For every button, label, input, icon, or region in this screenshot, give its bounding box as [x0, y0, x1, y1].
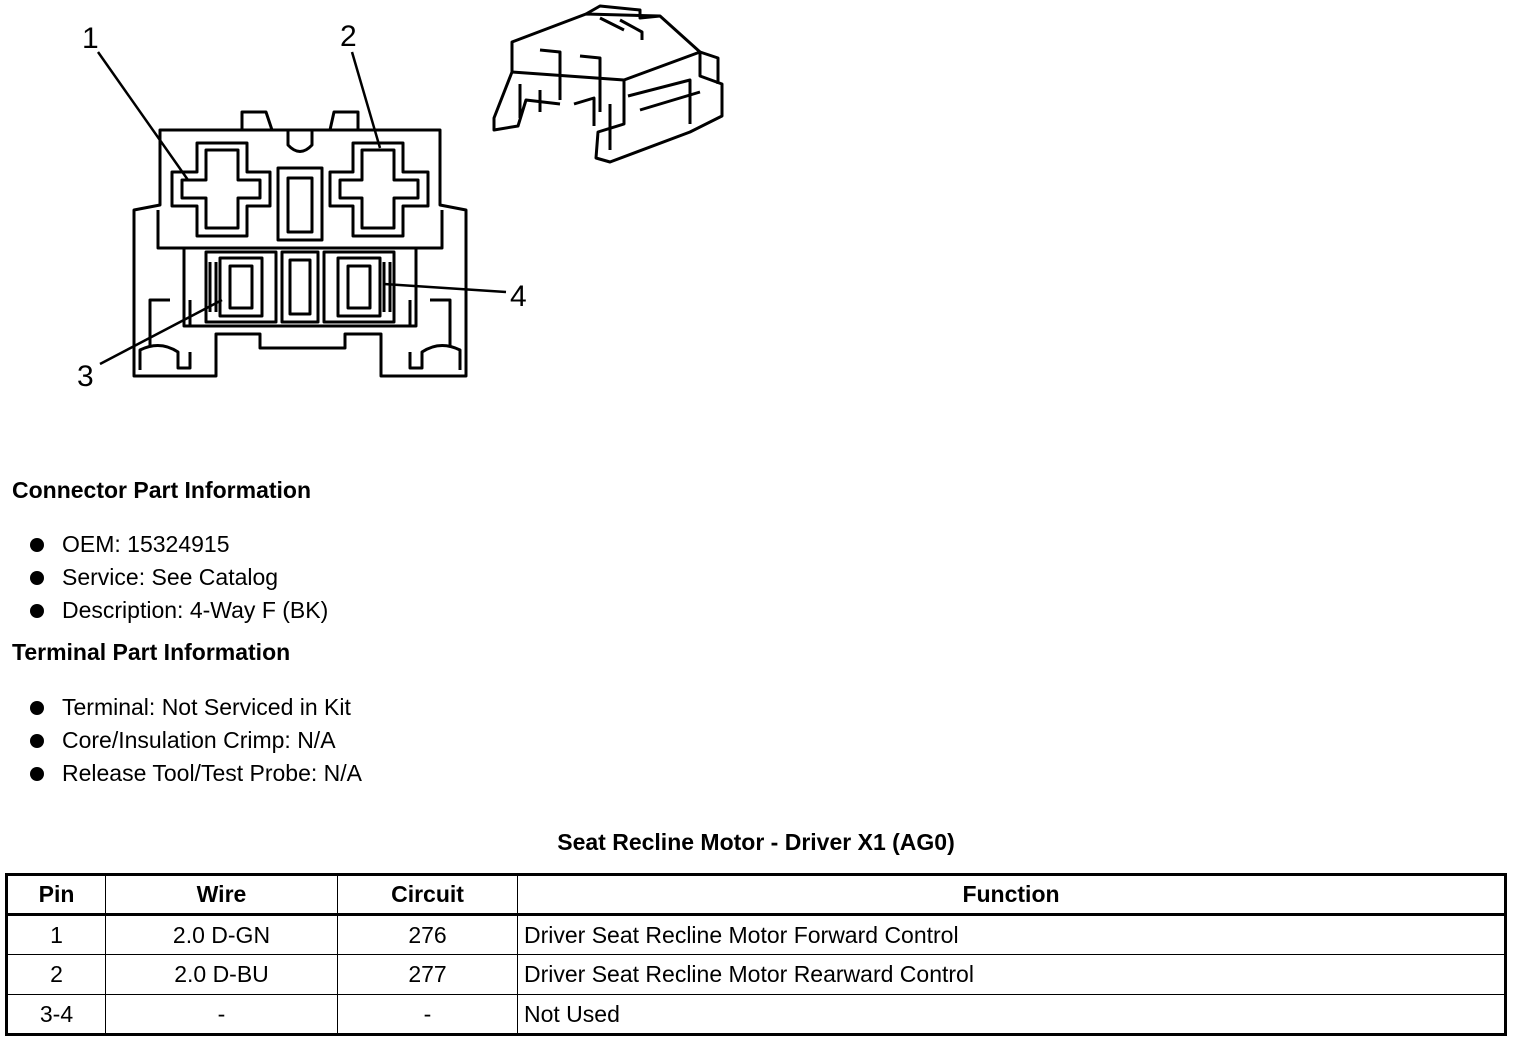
callout-4: 4 [510, 280, 527, 313]
cell-function: Driver Seat Recline Motor Rearward Control [518, 955, 1506, 995]
list-item [28, 757, 362, 790]
list-item [28, 724, 362, 757]
table-header-row [7, 875, 1506, 915]
connector-face-view [134, 112, 466, 376]
bullet-icon [30, 604, 44, 618]
cell-pin: 2 [7, 955, 106, 995]
header-circuit: Circuit [338, 875, 518, 915]
bullet-icon [30, 571, 44, 585]
list-item [28, 691, 362, 724]
cell-circuit: 277 [338, 955, 518, 995]
release-tool-value: Release Tool/Test Probe: N/A [62, 760, 363, 786]
connector-part-info-heading: Connector Part Information [12, 477, 312, 503]
connector-isometric-view [494, 6, 722, 162]
header-wire: Wire [106, 875, 338, 915]
list-item [28, 528, 328, 561]
oem-value: OEM: 15324915 [62, 531, 230, 557]
cell-circuit: - [338, 995, 518, 1035]
cell-wire: 2.0 D-BU [106, 955, 338, 995]
table-title: Seat Recline Motor - Driver X1 (AG0) [557, 829, 955, 855]
bullet-icon [30, 734, 44, 748]
callout-2: 2 [340, 20, 357, 53]
terminal-part-info-heading: Terminal Part Information [12, 639, 291, 665]
cell-function: Driver Seat Recline Motor Forward Control [518, 915, 1506, 955]
terminal-value: Terminal: Not Serviced in Kit [62, 694, 351, 720]
table-row [7, 955, 1506, 995]
service-value: Service: See Catalog [62, 564, 279, 590]
callout-leaders [98, 52, 506, 364]
list-item [28, 561, 328, 594]
cell-wire: 2.0 D-GN [106, 915, 338, 955]
pin-table [5, 873, 1507, 1036]
cell-function: Not Used [518, 995, 1506, 1035]
crimp-value: Core/Insulation Crimp: N/A [62, 727, 336, 753]
table-row [7, 915, 1506, 955]
list-item [28, 594, 328, 627]
cell-circuit: 276 [338, 915, 518, 955]
cell-pin: 3-4 [7, 995, 106, 1035]
bullet-icon [30, 767, 44, 781]
connector-diagram [0, 0, 760, 420]
callout-1: 1 [82, 22, 99, 55]
callout-3: 3 [77, 360, 94, 393]
cell-pin: 1 [7, 915, 106, 955]
bullet-icon [30, 701, 44, 715]
description-value: Description: 4-Way F (BK) [62, 597, 329, 623]
table-row [7, 995, 1506, 1035]
header-function: Function [518, 875, 1506, 915]
header-pin: Pin [7, 875, 106, 915]
connector-part-info-list [28, 528, 328, 627]
bullet-icon [30, 538, 44, 552]
cell-wire: - [106, 995, 338, 1035]
terminal-part-info-list [28, 691, 362, 790]
